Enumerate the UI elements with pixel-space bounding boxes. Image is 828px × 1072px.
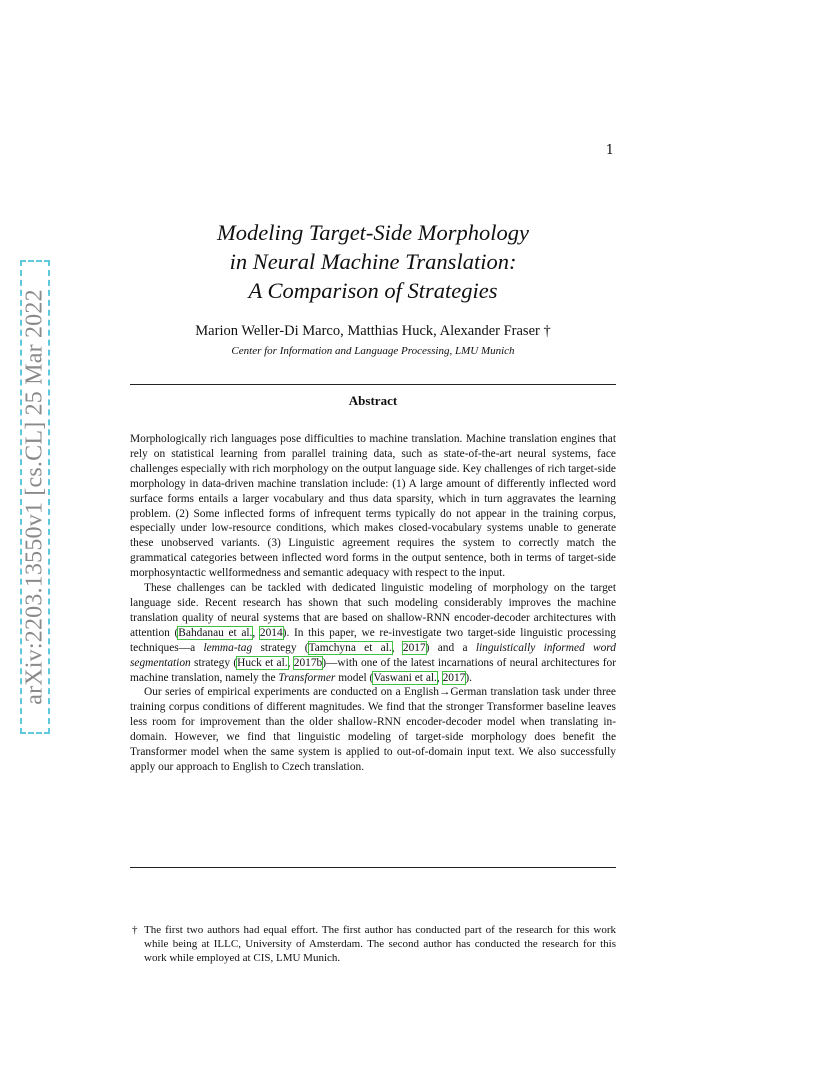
citation-link-bahdanau[interactable]: Bahdanau et al. [178, 626, 253, 639]
citation-link-vaswani-year[interactable]: 2017 [442, 671, 466, 684]
footnote-text: The first two authors had equal effort. The first author has conducted part of the research for this work while being at ILLC, University of Amsterdam. The second author has conducted the research for this work while employed at CIS, LMU Munich. [144, 924, 616, 964]
footnote [130, 924, 616, 965]
abstract-top-rule [130, 384, 616, 385]
author-list: Marion Weller-Di Marco, Matthias Huck, Alexander Fraser † [195, 323, 551, 339]
text-run: ) and a [425, 641, 476, 654]
title-line-1: Modeling Target-Side Morphology [216, 220, 530, 245]
emphasis-lemma-tag: lemma-tag [203, 641, 253, 654]
text-run: , [252, 626, 260, 639]
text-run: ). [465, 671, 473, 684]
arxiv-identifier: arXiv:2203.13550v1 [cs.CL] 25 Mar 2022 [21, 289, 48, 705]
text-run: ). In this paper, we re-investigate two target-side linguistic processing techniques—a [130, 626, 616, 654]
affiliation: Center for Information and Language Processing, LMU Munich [231, 345, 515, 357]
page-number: 1 [605, 143, 614, 158]
citation-link-bahdanau-year[interactable]: 2014 [259, 626, 283, 639]
paper-title [130, 218, 616, 305]
text-run: model ( [335, 671, 374, 684]
abstract-bottom-rule [130, 867, 616, 868]
emphasis-word-segmentation: linguistically informed word segmentation [130, 641, 616, 669]
abstract-body [130, 432, 616, 775]
text-run: These challenges can be tackled with dedicated linguistic modeling of morphology on the target language side. Recent research has shown that such modeling considerably improves the machine translation quality of neural systems that are based on shallow-RNN encoder-decoder architectures with attention ( [130, 582, 616, 639]
citation-link-vaswani[interactable]: Vaswani et al. [373, 671, 437, 684]
text-run: , [436, 671, 443, 684]
citation-link-huck-year[interactable]: 2017b [293, 656, 323, 669]
title-line-3: A Comparison of Strategies [248, 278, 498, 303]
abstract-heading: Abstract [348, 393, 398, 408]
citation-link-tamchyna-year[interactable]: 2017 [402, 641, 426, 654]
text-run: )—with one of the latest incarnations of neural architectures for machine translation, namely the [130, 656, 617, 684]
abstract-paragraph-3: Our series of empirical experiments are conducted on a English→German translation task under three training corpus conditions of different magnitudes. We find that the stronger Transformer baseline leaves less room for improvement than the older shallow-RNN encoder-decoder model when translating in-domain. However, we find that linguistic modeling of target-side morphology does benefit the Transformer model when the same system is applied to out-of-domain input text. We also successfully apply our approach to English to Czech translation. [130, 686, 616, 773]
text-run: , [391, 641, 403, 654]
citation-link-tamchyna[interactable]: Tamchyna et al. [308, 641, 392, 654]
abstract-paragraph-2 [130, 581, 616, 685]
text-run: strategy ( [190, 656, 238, 669]
citation-link-huck[interactable]: Huck et al. [237, 656, 288, 669]
title-line-2: in Neural Machine Translation: [229, 249, 517, 274]
emphasis-transformer: Transformer [278, 671, 336, 684]
footnote-mark: † [132, 924, 138, 936]
arxiv-stamp[interactable] [20, 260, 50, 734]
text-run: , [287, 656, 294, 669]
abstract-paragraph-1: Morphologically rich languages pose difficulties to machine translation. Machine translation engines that rely on statistical learning from parallel training data, such as state-of-the-art neural systems, face challenges especially with rich morphology on the output language side. Key challenges of rich target-side morphology in data-driven machine translation include: (1) A large amount of differently inflected word surface forms entails a larger vocabulary and thus data sparsity, which in turn aggravates the learning problem. (2) Some inflected forms of infrequent terms typically do not appear in the training corpus, especially under low-resource conditions, which makes closed-vocabulary systems unable to generate these unobserved variants. (3) Linguistic agreement requires the system to correctly match the grammatical categories between inflected word forms in the output sentence, both in terms of target-side morphosyntactic wellformedness and semantic adequacy with respect to the input. [130, 433, 616, 580]
text-run: strategy ( [252, 641, 309, 654]
